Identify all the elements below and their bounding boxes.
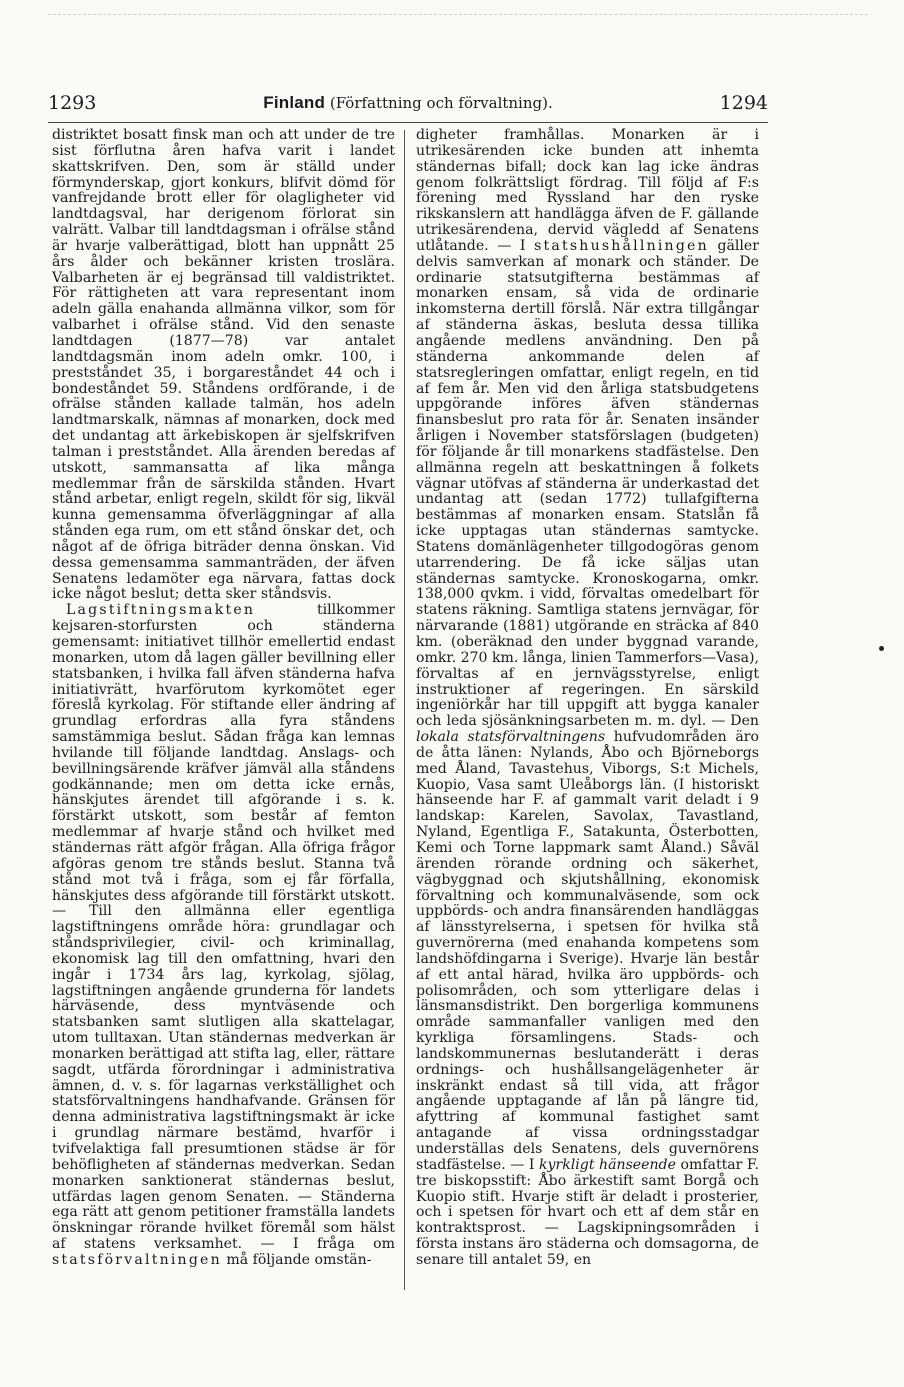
- right-text-b: gäller delvis samverkan af monark och ständer. De ordinarie statsutgifterna bestämmas af monarken ensam, så vida de ordinarie inkomsterna dertill förslå. När extra tillgångar af ständerna äskas, besluta dessa tillika angående medlens användning. Den på ständerna ankommande delen af statsregleringen omfattar, enligt regeln, en tid af fem år. Men vid den årliga statsbudgetens uppgörande införes äfven ständernas finansbeslut pro rata för år. Senaten insänder årligen i November statsförslagen (budgeten) för följande år till monarkens stadfästelse. Den allmänna regeln att beskattningen å folkets vägnar utöfvas af ständerna är underkastad det undantag att (sedan 1772) tullafgifterna bestämmas af monarken ensam. Statslån få icke upptagas utan ständernas samtycke. Statens domänlägenheter tillgodogöras genom utarrendering. De få icke säljas utan ständernas samtycke. Kronoskogarna, omkr. 138,000 qvkm. i vidd, förvaltas omedelbart för statens räkning. Samtliga statens jernvägar, för närvarande (1881) utgörande en sträcka af 840 km. (oberäknad den under byggnad varande, omkr. 270 km. långa, linien Tammerfors—Vasa), förvaltas af en jernvägsstyrelse, enligt instruktioner af regeringen. En särskild ingeniörkår har till uppgift att bygga kanaler och leda sjösänkningsarbeten m. m. dyl. — Den: [416, 237, 759, 730]
- italic-kyrkligt-hanseende: kyrkligt hänseende: [539, 1156, 676, 1173]
- scan-top-edge: [48, 14, 868, 15]
- left-paragraph-2-body: tillkommer kejsaren-storfursten och ständerna gemensamt: initiativet tillhör emellertid endast monarken, utom då lagen gäller bevillning eller statsbanken, i hvilka fall äfven ständerna hafva initiativrätt, hvarförutom kyrkomötet eger föreslå kyrkolag. För stiftande eller ändring af grundlag erfordras alla fyra ståndens samstämmiga beslut. Sådan fråga kan lemnas hvilande till följande landtdag. Anslags- och bevillningsärende kräfver jämväl alla ståndens godkännande; men om detta icke ernås, hänskjutes ärendet till afgörande i s. k. förstärkt utskott, som består af femton medlemmar af hvarje stånd och hvilket med ständernas rätt afgör frågan. Alla öfriga frågor afgöras genom tre stånds beslut. Stanna två stånd mot två i fråga, som ej får förfalla, hänskjutes dess afgörande till förstärkt utskott. — Till den allmänna eller egentliga lagstiftningens område höra: grundlagar och ståndsprivilegier, civil- och kriminallag, ekonomisk lag till den omfattning, hvari den ingår i 1734 års lag, kyrkolag, sjölag, lagstiftningen angående grunderna för landets härväsende, dess myntväsende och statsbanken samt slutligen alla skattelagar, utom tulltaxan. Utan ständernas medverkan är monarken berättigad att stifta lag, eller, rättare sagdt, utfärda förordningar i administrativa ämnen, d. v. s. för lagarnas verkställighet och statsförvaltningens handhafvande. Gränsen för denna administrativa lagstiftningsmakt är icke i grundlag närmare bestämd, hvarför i tvifvelaktiga fall presumtionen städse är för behöfligheten af ständernas medverkan. Sedan monarken sanktionerat ständernas beslut, utfärdas lagen genom Senaten. — Ständerna ega rätt att genom petitioner framställa landets önskningar rörande hvilket föremål som hälst af statens verksamhet. — I fråga om: [52, 602, 395, 1253]
- left-paragraph-2-tail: må följande omstän-: [221, 1251, 372, 1268]
- running-title-subtitle: (Författning och förvaltning).: [329, 94, 553, 112]
- header-rule: [48, 122, 768, 123]
- right-paragraph-1: [416, 128, 759, 1269]
- left-column: [52, 128, 395, 1269]
- page-header: [48, 92, 768, 120]
- page-number-left: 1293: [48, 92, 97, 114]
- left-paragraph-1: distriktet bosatt finsk man och att under de tre sist förflutna åren hafva varit i landet skattskrifven. Den, som är ställd under förmynderskap, gjort konkurs, blifvit dömd för vanfrejdande brott eller för olagligheter vid landtdagsval, har derigenom förlorat sin valrätt. Valbar till landtdagsman i ofrälse stånd är hvarje valberättigad, blott han uppnått 25 års ålder och bekänner kristen troslära. Valbarheten är ej begränsad till valdistriktet. För rättigheten att vara representant inom adeln gälla enahanda allmänna vilkor, som för valbarhet i ofrälse stånd. Vid den senaste landtdagen (1877—78) var antalet landtdagsmän inom adeln omkr. 100, i prestståndet 35, i borgareståndet 44 och i bondeståndet 59. Ståndens ordförande, i de ofrälse stånden kallade talmän, hos adeln landtmarskalk, nämnas af monarken, dock med det undantag att ärkebiskopen är sjelfskrifven talman i prestståndet. Alla ärenden beredas af utskott, sammansatta af lika många medlemmar från de särskilda stånden. Hvart stånd arbetar, enligt regeln, skildt för sig, likväl kunna gemensamma öfverläggningar af alla stånden ega rum, om ett stånd önskar det, och något af de öfriga biträder denna önskan. Vid dessa gemensamma sammanträden, der äfven Senatens ledamöter ega närvara, fattas dock icke något beslut; detta sker ståndsvis.: [52, 127, 395, 603]
- left-paragraph-2: [52, 603, 395, 1268]
- term-statsforvaltningen: statsförvaltningen: [52, 1251, 222, 1268]
- page-number-right: 1294: [719, 92, 768, 114]
- column-divider: [404, 130, 405, 1290]
- term-lagstiftningsmakten: Lagstiftningsmakten: [66, 602, 256, 619]
- right-text-a: digheter framhållas. Monarken är i utrikesärenden icke bunden att inhemta ständernas bifall; dock kan lag icke ändras genom folkrättsligt fördrag. Till följd af F:s förening med Ryssland har den ryske rikskanslern att handlägga äfven de F. gällande utrikesärendena, dervid vägledd af Senatens utlåtande. — I: [416, 127, 759, 254]
- running-title: [48, 93, 768, 113]
- italic-lokala-statsforvaltningens: lokala statsförvaltningens: [416, 729, 606, 746]
- right-column: [416, 128, 759, 1269]
- running-title-keyword: Finland: [263, 93, 326, 112]
- term-statshushallningen: statshushållningen: [534, 237, 709, 254]
- right-text-d: omfattar F. tre biskopsstift: Åbo ärkestift samt Borgå och Kuopio stift. Hvarje stift är deladt i prosterier, och i spetsen för hvart och ett af dem står en kontraktsprost. — Lagskipningsområden i första instans äro städerna och domsagorna, de senare till antalet 59, en: [416, 1156, 759, 1268]
- right-text-c: hufvudområden äro de åtta länen: Nylands, Åbo och Björneborgs med Åland, Tavastehus, Viborgs, S:t Michels, Kuopio, Vasa samt Uleåborgs län. (I historiskt hänseende har F. af gammalt varit deladt i 9 landskap: Karelen, Savolax, Tavastland, Nyland, Egentliga F., Satakunta, Österbotten, Kemi och Torne lappmark samt Åland.) Såväl ärenden rörande ordning och säkerhet, vägbyggnad och skjutshållning, ekonomisk förvaltning och kommunalväsende, som ock uppbörds- och andra finansärenden handläggas af länsstyrelserna, i spetsen för hvilka stå guvernörerna (med enahanda kompetens som landshöfdingarna i Sverige). Hvarje län består af ett antal härad, hvilka äro uppbörds- och polisområden, och som ytterligare delas i länsmansdistrikt. Den borgerliga kommunens område sammanfaller vanligen med den kyrkliga församlingens. Stads- och landskommunernas beslutanderätt i deras ordnings- och hushållsangelägenheter är inskränkt endast så till vida, att frågor angående upptagande af lån på längre tid, afyttring af kommunal fastighet samt antagande af vissa ordningsstadgar underställas dels Senatens, dels guvernörens stadfästelse. — I: [416, 729, 759, 1173]
- margin-speck: [879, 646, 884, 651]
